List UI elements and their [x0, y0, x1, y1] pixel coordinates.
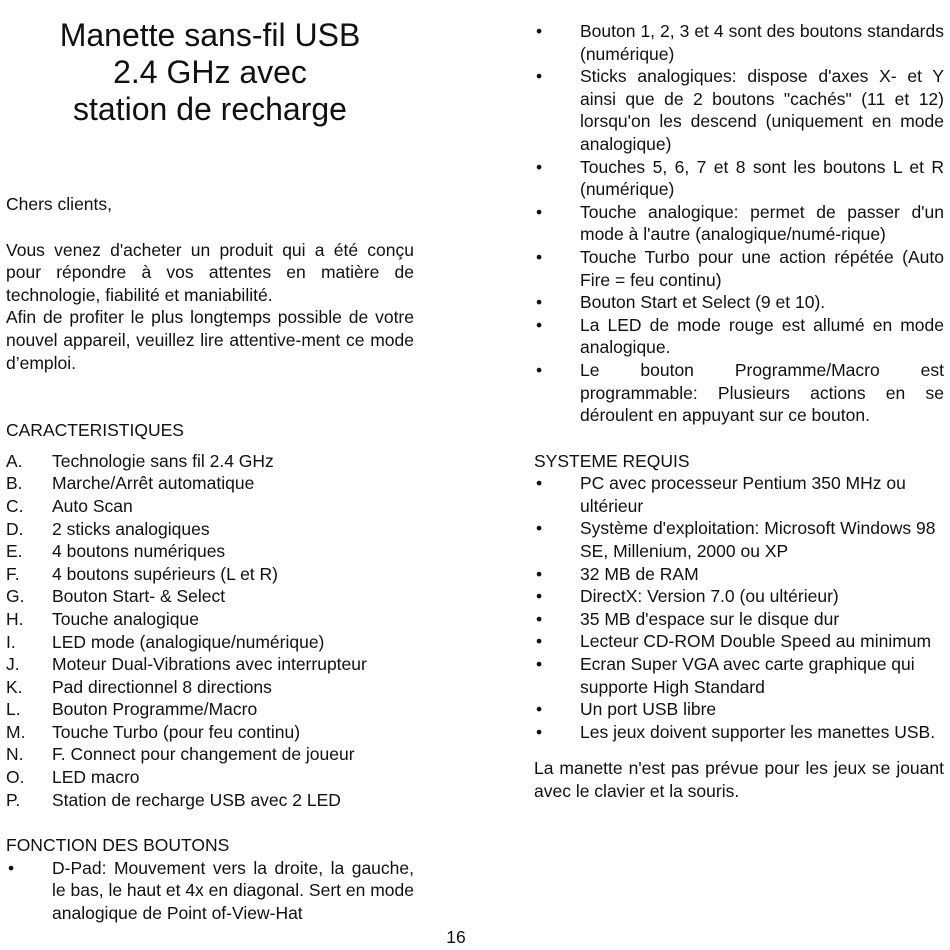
list-item	[6, 518, 414, 541]
item-letter: J.	[6, 654, 20, 675]
bullet-icon: •	[536, 359, 543, 380]
list-item	[534, 472, 944, 517]
intro-paragraph-1: Vous venez d'acheter un produit qui a été conçu pour répondre à vos attentes en matière de technologie, fiabilité et maniabilité.	[6, 239, 414, 305]
greeting: Chers clients,	[6, 194, 113, 214]
item-text: 35 MB d'espace sur le disque dur	[580, 608, 840, 629]
item-text: Système d'exploitation: Microsoft Windows 98 SE, Millenium, 2000 ou XP	[580, 518, 936, 562]
title-line-2: 2.4 GHz avec	[113, 54, 307, 90]
functions-list-start	[6, 857, 414, 925]
bullet-icon: •	[536, 721, 543, 742]
bullet-icon: •	[536, 66, 543, 87]
item-text: LED macro	[52, 767, 140, 788]
item-letter: K.	[6, 676, 23, 697]
functions-heading: FONCTION DES BOUTONS	[6, 835, 230, 856]
list-item	[534, 359, 944, 427]
requirements-list	[534, 472, 944, 743]
bullet-icon: •	[536, 586, 543, 607]
bullet-icon: •	[536, 518, 543, 539]
item-text: Technologie sans fil 2.4 GHz	[52, 450, 274, 471]
document-title	[6, 17, 414, 128]
list-item	[6, 766, 414, 789]
item-text: D-Pad: Mouvement vers la droite, la gauche, le bas, le haut et 4x en diagonal. Sert en mode analogique de Point of-View-Hat	[52, 857, 414, 924]
item-text: Moteur Dual-Vibrations avec interrupteur	[52, 654, 367, 675]
item-text: Ecran Super VGA avec carte graphique qui supporte High Standard	[580, 654, 915, 697]
bullet-icon: •	[536, 201, 543, 222]
item-text: Touches 5, 6, 7 et 8 sont les boutons L et R (numérique)	[580, 156, 944, 200]
list-item	[6, 472, 414, 495]
functions-list-continued	[534, 20, 944, 427]
list-item	[6, 540, 414, 563]
list-item	[6, 857, 414, 925]
list-item	[534, 156, 944, 201]
item-letter: N.	[6, 744, 24, 765]
bullet-icon: •	[536, 292, 543, 313]
item-text: Touche Turbo pour une action répétée (Auto Fire = feu continu)	[580, 246, 944, 290]
list-item	[534, 698, 944, 721]
item-text: Pad directionnel 8 directions	[52, 676, 272, 697]
item-text: Auto Scan	[52, 495, 133, 516]
item-text: 4 boutons supérieurs (L et R)	[52, 563, 278, 584]
list-item	[6, 789, 414, 812]
features-list	[6, 450, 414, 812]
list-item	[6, 450, 414, 473]
bullet-icon: •	[536, 473, 543, 494]
item-letter: M.	[6, 721, 26, 742]
bullet-icon: •	[536, 563, 543, 584]
item-text: 4 boutons numériques	[52, 541, 226, 562]
list-item	[534, 20, 944, 65]
title-line-1: Manette sans-fil USB	[59, 17, 361, 53]
item-letter: A.	[6, 450, 23, 471]
list-item	[534, 517, 944, 562]
list-item	[534, 201, 944, 246]
bullet-icon: •	[536, 608, 543, 629]
list-item	[534, 65, 944, 155]
item-text: 2 sticks analogiques	[52, 518, 210, 539]
item-text: Bouton 1, 2, 3 et 4 sont des boutons standards (numérique)	[580, 21, 944, 64]
item-text: Bouton Start et Select (9 et 10).	[580, 292, 826, 313]
features-heading: CARACTERISTIQUES	[6, 420, 184, 441]
intro-paragraph-2: Afin de profiter le plus longtemps possible de votre nouvel appareil, veuillez lire attentive-ment ce mode d’emploi.	[6, 307, 414, 373]
item-letter: H.	[6, 608, 24, 629]
item-letter: E.	[6, 541, 23, 562]
item-letter: B.	[6, 473, 23, 494]
item-text: Touche analogique: permet de passer d'un mode à l'autre (analogique/numé-rique)	[580, 201, 944, 245]
requirements-heading: SYSTEME REQUIS	[534, 450, 690, 471]
list-item	[6, 743, 414, 766]
item-letter: C.	[6, 495, 24, 516]
item-text: Station de recharge USB avec 2 LED	[52, 789, 341, 810]
list-item	[534, 608, 944, 631]
list-item	[6, 721, 414, 744]
list-item	[534, 630, 944, 653]
item-text: Bouton Start- & Select	[52, 586, 226, 607]
bullet-icon: •	[8, 857, 15, 878]
left-column	[6, 0, 414, 925]
list-item	[534, 291, 944, 314]
item-text: Sticks analogiques: dispose d'axes X- et Y ainsi que de 2 boutons "cachés" (11 et 12) lorsqu'on les descend (uniquement en mode analogique)	[580, 66, 944, 154]
title-line-3: station de recharge	[73, 91, 347, 127]
bullet-icon: •	[536, 21, 543, 41]
item-letter: P.	[6, 789, 21, 810]
list-item	[6, 495, 414, 518]
list-item	[6, 653, 414, 676]
list-item	[6, 631, 414, 654]
item-letter: O.	[6, 767, 25, 788]
item-letter: I.	[6, 631, 16, 652]
item-text: Lecteur CD-ROM Double Speed au minimum	[580, 631, 932, 652]
item-text: LED mode (analogique/numérique)	[52, 631, 325, 652]
list-item	[534, 246, 944, 291]
list-item	[534, 721, 944, 744]
list-item	[534, 314, 944, 359]
item-text: DirectX: Version 7.0 (ou ultérieur)	[580, 586, 839, 607]
item-text: Touche Turbo (pour feu continu)	[52, 721, 301, 742]
item-text: Le bouton Programme/Macro est programmable: Plusieurs actions en se déroulent en appuyant sur ce bouton.	[580, 359, 944, 426]
item-text: Bouton Programme/Macro	[52, 699, 258, 720]
bullet-icon: •	[536, 654, 543, 675]
right-column	[534, 0, 944, 803]
item-text: Un port USB libre	[580, 699, 717, 720]
item-text: 32 MB de RAM	[580, 563, 699, 584]
bullet-icon: •	[536, 699, 543, 720]
bullet-icon: •	[536, 156, 543, 177]
item-text: La LED de mode rouge est allumé en mode analogique.	[580, 314, 944, 358]
list-item	[6, 563, 414, 586]
item-letter: F.	[6, 563, 20, 584]
bullet-icon: •	[536, 314, 543, 335]
item-letter: L.	[6, 699, 21, 720]
bullet-icon: •	[536, 631, 543, 652]
item-text: Les jeux doivent supporter les manettes USB.	[580, 721, 936, 742]
page-number: 16	[446, 927, 466, 947]
item-text: F. Connect pour changement de joueur	[52, 744, 355, 765]
list-item	[6, 698, 414, 721]
list-item	[6, 676, 414, 699]
list-item	[6, 608, 414, 631]
item-text: PC avec processeur Pentium 350 MHz ou ultérieur	[580, 473, 906, 516]
item-letter: D.	[6, 518, 24, 539]
bullet-icon: •	[536, 246, 543, 267]
list-item	[6, 585, 414, 608]
list-item	[534, 585, 944, 608]
requirements-note: La manette n'est pas prévue pour les jeux se jouant avec le clavier et la souris.	[534, 758, 944, 801]
list-item	[534, 563, 944, 586]
item-text: Marche/Arrêt automatique	[52, 473, 255, 494]
item-text: Touche analogique	[52, 608, 199, 629]
item-letter: G.	[6, 586, 25, 607]
list-item	[534, 653, 944, 698]
